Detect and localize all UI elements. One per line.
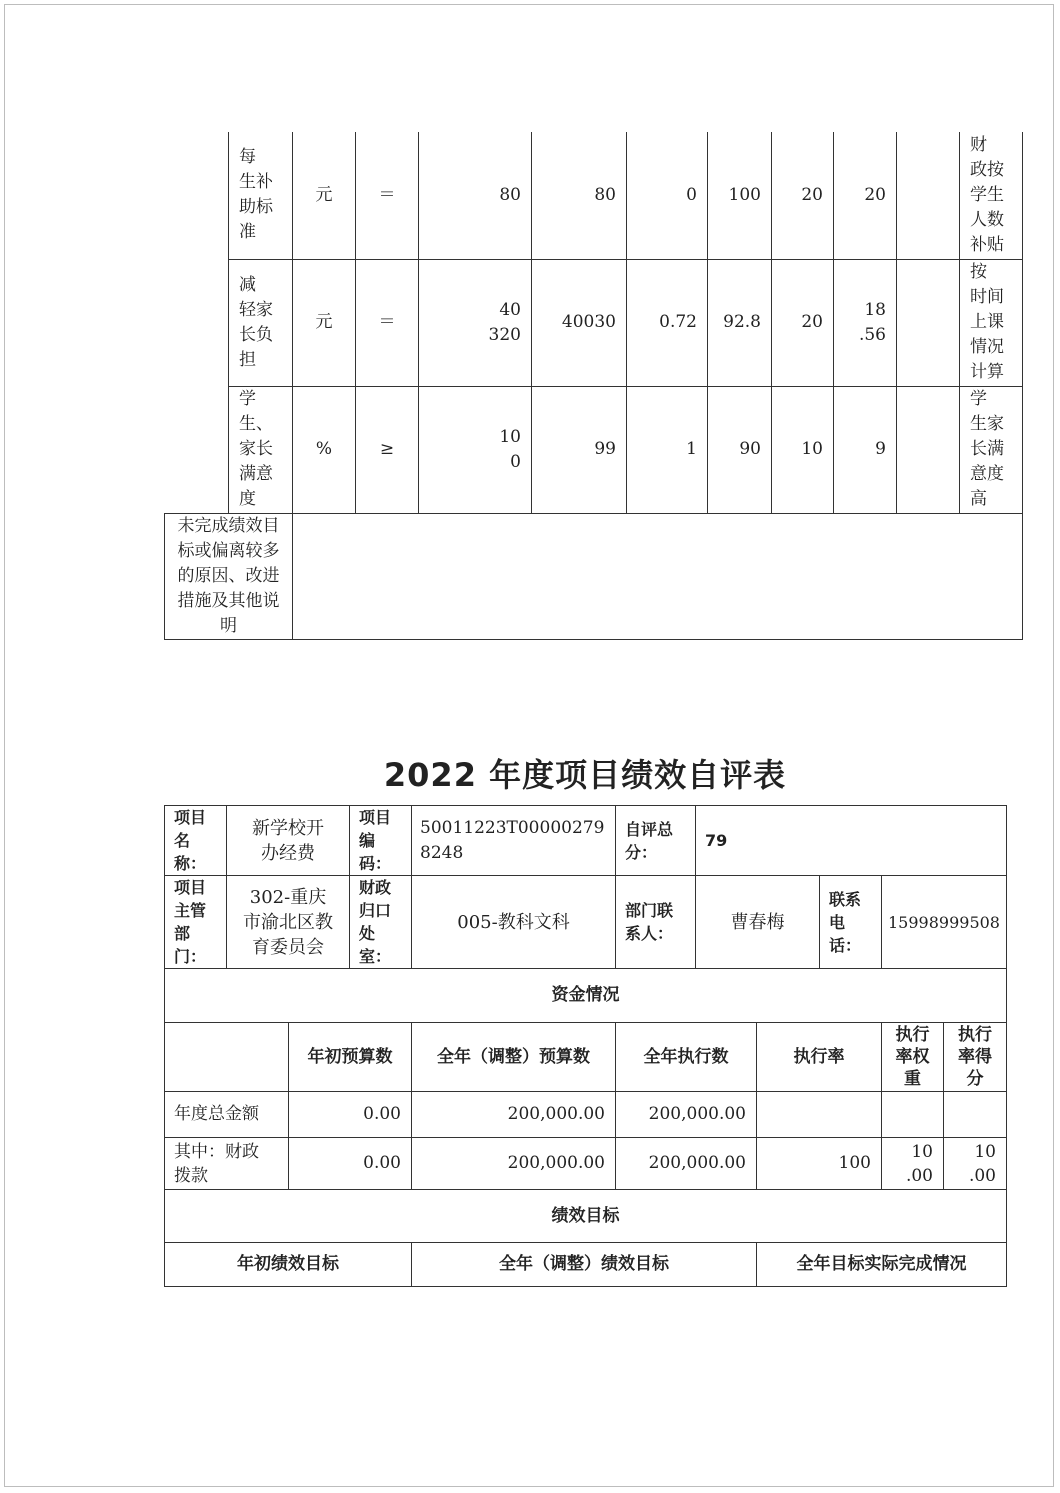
funds-row-label: 年度总金额 [165, 1092, 289, 1138]
table-row [165, 386, 1023, 513]
actual-cell: 99 [532, 386, 627, 513]
funds-section-title: 资金情况 [165, 969, 1007, 1023]
rate-score-cell: 10 .00 [944, 1138, 1007, 1190]
blank-cell [897, 132, 960, 259]
table-row [165, 1092, 1007, 1138]
note-value [293, 513, 1023, 639]
executed-cell: 200,000.00 [616, 1092, 757, 1138]
indicator-name: 学 生、 家长 满意 度 [229, 386, 293, 513]
score-cell: 18 .56 [834, 259, 897, 386]
table-row [165, 259, 1023, 386]
self-score-value: 79 [696, 806, 1007, 876]
operator-cell: ＝ [356, 132, 419, 259]
note-label: 未完成绩效目 标或偏离较多 的原因、改进 措施及其他说 明 [165, 513, 293, 639]
funds-header: 全年执行数 [616, 1023, 757, 1092]
target-cell: 80 [419, 132, 532, 259]
executed-cell: 200,000.00 [616, 1138, 757, 1190]
blank-cell [165, 259, 229, 386]
deviation-cell: 0.72 [627, 259, 708, 386]
rate-cell: 100 [708, 132, 772, 259]
blank-cell [165, 132, 229, 259]
unit-cell: 元 [293, 132, 356, 259]
goals-header: 年初绩效目标 [165, 1243, 412, 1287]
exec-rate-cell: 100 [757, 1138, 882, 1190]
project-code-label: 项目 编 码： [350, 806, 412, 876]
funds-header: 年初预算数 [289, 1023, 412, 1092]
table-row [165, 1190, 1007, 1243]
actual-cell: 80 [532, 132, 627, 259]
weight-cell: 20 [772, 259, 834, 386]
deviation-cell: 0 [627, 132, 708, 259]
adjusted-budget-cell: 200,000.00 [412, 1092, 616, 1138]
funds-header: 全年（调整）预算数 [412, 1023, 616, 1092]
funds-row-label: 其中：财政 拨款 [165, 1138, 289, 1190]
table-row [165, 1243, 1007, 1287]
indicator-name: 每 生补 助标 准 [229, 132, 293, 259]
remark-cell: 按 时间 上课 情况 计算 [960, 259, 1023, 386]
exec-rate-cell [757, 1092, 882, 1138]
blank-cell [165, 386, 229, 513]
project-name-value: 新学校开 办经费 [227, 806, 350, 876]
operator-cell: ＝ [356, 259, 419, 386]
rate-cell: 92.8 [708, 259, 772, 386]
table-row [165, 806, 1007, 876]
remark-cell: 学 生家 长满 意度 高 [960, 386, 1023, 513]
goals-header: 全年（调整）绩效目标 [412, 1243, 757, 1287]
remark-cell: 财 政按 学生 人数 补贴 [960, 132, 1023, 259]
self-score-label: 自评总 分： [616, 806, 696, 876]
table-row [165, 1023, 1007, 1092]
weight-cell: 20 [772, 132, 834, 259]
funds-header: 执行 率得 分 [944, 1023, 1007, 1092]
operator-cell: ≥ [356, 386, 419, 513]
goals-section-title: 绩效目标 [165, 1190, 1007, 1243]
table-row [165, 876, 1007, 969]
department-value: 302-重庆 市渝北区教 育委员会 [227, 876, 350, 969]
contact-label: 部门联 系人： [616, 876, 696, 969]
unit-cell: % [293, 386, 356, 513]
table-row [165, 969, 1007, 1023]
goals-header: 全年目标实际完成情况 [757, 1243, 1007, 1287]
blank-cell [165, 1023, 289, 1092]
target-cell: 40 320 [419, 259, 532, 386]
contact-value: 曹春梅 [696, 876, 820, 969]
weight-cell: 10 [772, 386, 834, 513]
form-title: 2022 年度项目绩效自评表 [383, 756, 787, 794]
blank-cell [897, 259, 960, 386]
phone-value: 15998999508 [882, 876, 1007, 969]
project-code-value: 50011223T00000279 8248 [412, 806, 616, 876]
rate-weight-cell: 10 .00 [882, 1138, 944, 1190]
table-row [165, 1138, 1007, 1190]
project-name-label: 项目 名 称： [165, 806, 227, 876]
funds-header: 执行 率权 重 [882, 1023, 944, 1092]
score-cell: 20 [834, 132, 897, 259]
finance-office-label: 财政 归口 处 室： [350, 876, 412, 969]
blank-cell [897, 386, 960, 513]
rate-score-cell [944, 1092, 1007, 1138]
funds-header: 执行率 [757, 1023, 882, 1092]
department-label: 项目 主管 部 门： [165, 876, 227, 969]
rate-cell: 90 [708, 386, 772, 513]
indicator-table [164, 132, 1023, 640]
self-evaluation-table [164, 805, 1007, 1287]
adjusted-budget-cell: 200,000.00 [412, 1138, 616, 1190]
indicator-name: 减 轻家 长负 担 [229, 259, 293, 386]
phone-label: 联系 电 话： [820, 876, 882, 969]
deviation-cell: 1 [627, 386, 708, 513]
unit-cell: 元 [293, 259, 356, 386]
target-cell: 10 0 [419, 386, 532, 513]
initial-budget-cell: 0.00 [289, 1138, 412, 1190]
score-cell: 9 [834, 386, 897, 513]
finance-office-value: 005-教科文科 [412, 876, 616, 969]
table-row [165, 132, 1023, 259]
actual-cell: 40030 [532, 259, 627, 386]
table-row [165, 513, 1023, 639]
initial-budget-cell: 0.00 [289, 1092, 412, 1138]
rate-weight-cell [882, 1092, 944, 1138]
